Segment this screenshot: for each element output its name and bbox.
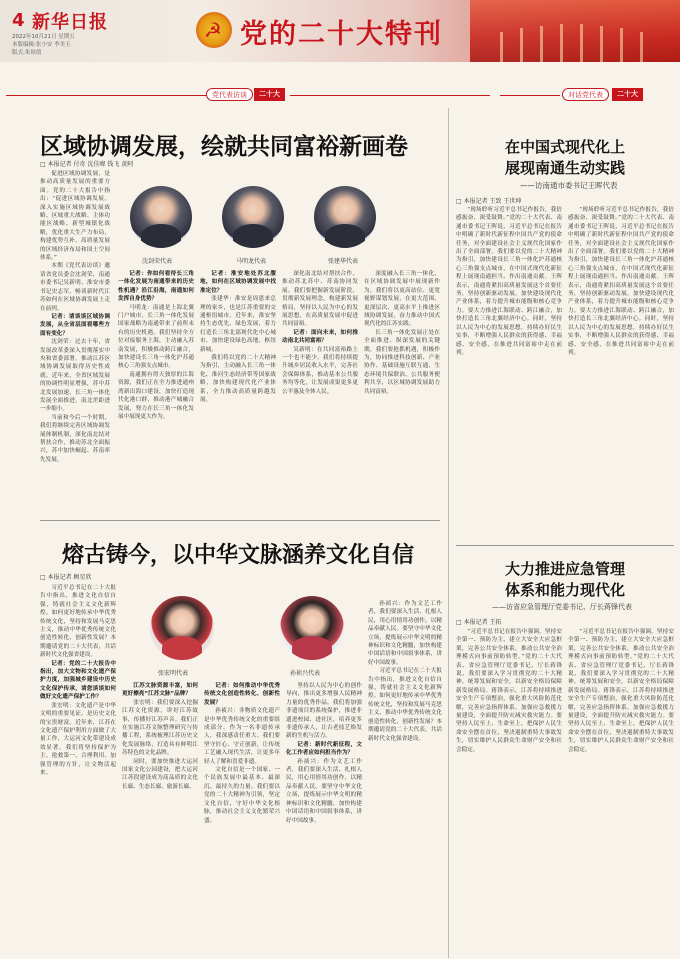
side-separator (456, 545, 674, 546)
article2-headline: 熔古铸今，以中华文脉涵养文化自信 (62, 542, 415, 568)
paper-name: 新华日报 (32, 12, 108, 33)
article1-col5: 深度融入长三角一体化，在区域协调发展中展现新作为。我们将以更高站位、更宽视野谋划发展，在更大范围、更深层次、更高水平上推进区域协调发展，奋力推动中国式现代化的江苏实践。 长三角一体化发展正处在全面推进、纵深发展的关键期，我们要抢抓机遇，积极作为，协同推进科技创新、产业协作、基础设施互联互通、生态环境共保联治、公共服务便利共享，以区域协调发展助力共同富裕。 (364, 271, 440, 395)
side2-headline-line2: 体系和能力现代化 (504, 581, 625, 599)
article1-headline: 区域协调发展，绘就共同富裕新画卷 (40, 133, 408, 160)
portrait-caption-zhang: 张建华代表 (328, 258, 359, 265)
portrait-caption-sun: 孙祯兴代表 (290, 670, 321, 677)
article2-byline: □ 本报记者 顾星欣 (40, 574, 92, 581)
article1-col1: 促进区域协调发展，是推动高质量发展的重要方面。党的二十大报告中指出：“促进区域协调发展。深入实施区域协调发展战略、区域重大战略、主体功能区战略、新型城镇化战略，优化重大生产力布局，构建优势互补、高质量发展的区域经济布局和国土空间体系。” 本期《党代表访谈》邀请省党员委会沈剑荣、南通市委书记吴新明、淮安市委书记史志军，畅谈新时代江苏如何在区域协调发展上走在前列。 记者：请谈谈区域协调发展，从全省层面看哪些方面有变化？ 沈剑荣：过去十年，省发展改革委深入贯彻落实中央和省委部署，推动江苏区域协调发展取得历史性成就。近年来，全省区域发展的协调性明显增强，苏中苏北发展加速，长三角一体化发展全面推进，南北差距进一步缩小。 当前和今后一个时期，我们将继续完善区域协调发展体制机制，深化南北结对帮扶合作，推动苏北全面振兴，苏中加快崛起、苏南率先发展。 (40, 171, 110, 463)
portrait-caption-ma: 马明龙代表 (236, 258, 267, 265)
great-hall-image (470, 0, 680, 62)
article1-byline: □ 本报记者 付奇 沈佳暐 钱飞 黄阿 (40, 161, 134, 168)
side2-headline-line1: 大力推进应急管理 (504, 560, 625, 578)
article2-col5: 孙祯兴：作为文艺工作者，我们要深入生活、扎根人民，用心用情用功创作，以精品奉献人民。要坚守中华文化立场，提炼展示中华文明的精神标识和文化精髓，加快构建中国话语和中国叙事体系，讲好中国故事。 习近平总书记在二十大报告中指出，推进文化自信自强，铸就社会主义文化新辉煌。如何更好地传承中华优秀传统文化，坚持和发展马克思主义，推动中华优秀传统文化创造性转化、创新性发展？本期邀请党的二十大代表，共话新时代文化强省建设。 (368, 601, 442, 742)
issue-meta: 2022年10月21日 星期五 本版编辑:张小安 李美玉 版式:朱琼倩 (12, 34, 75, 56)
portrait-shen (130, 186, 192, 248)
portrait-zhang-hongming (150, 596, 214, 660)
section-badge-right: 二十大 (612, 88, 643, 101)
article-separator (40, 520, 440, 521)
article2-col2: 江苏文脉资源丰富，如何更好擦亮“江苏文脉”品牌？ 张宏明：我们要深入挖掘江苏文化资源，讲好江苏故事，传播好江苏声音。我们正在实施江苏文脉整理研究与传播工程，系统梳理江苏历史文化发展脉络，打造具有鲜明江苏特色的文化品牌。 同时，要加快推进大运河国家文化公园建设，把大运河江苏段建设成为高品质的文化长廊、生态长廊、旅游长廊。 (122, 683, 198, 790)
portrait-zhang (314, 186, 376, 248)
portrait-caption-shen: 沈剑荣代表 (142, 258, 173, 265)
article2-col1: 习近平总书记在二十大报告中指出，推进文化自信自强，铸就社会主义文化新辉煌。如何更好地传承中华优秀传统文化，坚持和发展马克思主义，推动中华优秀传统文化创造性转化、创新性发展？本期邀请党的二十大代表，共话新时代文化强省建设。 记者：党的二十大报告中指出，加大文物和文化遗产保护力度，加强城乡建设中历史文化保护传承，请您谈谈如何做好文化遗产保护工作？ 张宏明：文化遗产是中华文明的重要见证，是历史文化的宝贵财富。近年来，江苏在文化遗产保护利用方面做了大量工作，大运河文化带建设成效显著。我们将坚持保护为主、抢救第一、合理利用、加强管理的方针，让文物活起来。 (40, 585, 116, 776)
side1-headline-line1: 在中国式现代化上 (504, 138, 625, 156)
special-edition-title: 党的二十大特刊 (240, 19, 443, 50)
article2-col4: 坚持以人民为中心的创作导向，推出更多增强人民精神力量的优秀作品。我们将加强非遗项目的系统保护，推进非遗进校园、进社区，培养更多非遗传承人，让古老技艺焕发新的生机与活力。 记者：新时代新征程，文化工作者应如何担当作为？ 孙祯兴：作为文艺工作者，我们要深入生活、扎根人民，用心用情用功创作，以精品奉献人民。要坚守中华文化立场，提炼展示中华文明的精神标识和文化精髓，加快构建中国话语和中国叙事体系，讲好中国故事。 (286, 683, 362, 824)
section-rule-right (500, 95, 560, 96)
section-tag-right: 对话党代表 (562, 88, 609, 101)
side1-byline: □ 本报记者 王致 王世坤 (456, 198, 522, 205)
article1-col3: 记者：淮安地处苏北腹地，如何在区域协调发展中找准定位？ 张建华：淮安是周恩来总理的家乡，也是江苏重要的交通枢纽城市。近年来，淮安坚持生态优先、绿色发展，着力打造长三角北部现代化中心城市，加快建设绿色高地、枢纽新城。 我们将以党的二十大精神为指引，主动融入长三角一体化、淮河生态经济带等国家战略，加快构建现代化产业体系，全力推动高质量跨越发展。 (200, 271, 276, 404)
side2-byline: □ 本报记者 王拓 (456, 619, 502, 626)
section-tag-left: 党代表访谈 (206, 88, 253, 101)
article1-col4: 深化南北结对帮扶合作，推动苏北苏中、苏南协同发展。我们要把握新发展阶段，贯彻新发展理念，构建新发展格局，坚持以人民为中心的发展思想，在高质量发展中促进共同富裕。 记者：面向未来，如何推动南北共同富裕？ 吴新明：在共同富裕路上一个也不能少。我们将持续提升城乡居民收入水平，完善社会保障体系，推动基本公共服务均等化，让发展成果更多更公平惠及全体人民。 (282, 271, 358, 395)
party-emblem-icon: ☭ (196, 12, 232, 48)
masthead-banner (0, 0, 680, 62)
side1-headline-line2: 展现南通生动实践 (504, 159, 625, 177)
article2-col3: 记者：如何推动中华优秀传统文化创造性转化、创新性发展？ 孙祯兴：非物质文化遗产是中华优秀传统文化的重要组成部分。作为一名非遗传承人，我深感责任重大。我们要坚守匠心、守正创新，让传统工艺融入现代生活，让更多年轻人了解和喜爱非遗。 文化自信是一个国家、一个民族发展中最基本、最深沉、最持久的力量。我们要以党的二十大精神为引领，坚定文化自信，守好中华文化根脉，推动社会主义文化繁荣兴盛。 (204, 683, 280, 824)
portrait-ma (222, 186, 284, 248)
section-rule-left (6, 95, 206, 96)
side1-col2: “现场聆听习近平总书记作报告，我倍感振奋、深受鼓舞。”党的二十大代表、南通市委书记王晖说，习近平总书记在报告中明确了新时代新征程中国共产党的使命任务，对全面建设社会主义现代化国家作出了全面部署。我们要以党的二十大精神为指引，加快建设长三角一体化沪苏通核心三角强支点城市，在中国式现代化新征程上展现南通担当、作出南通贡献。王晖表示，南通将紧扣高质量发展这个首要任务，坚持创新驱动发展，加快建设现代化产业体系，着力提升城市能级和核心竞争力。要大力推进江海联动、跨江融合，加快打造长三角北翼经济中心。同时，坚持以人民为中心的发展思想，持续办好民生实事，不断增强人民群众的获得感、幸福感、安全感，在推进共同富裕中走在前列。 (568, 207, 674, 356)
side2-subhead: ——访省应急管理厅党委书记、厅长蒋锋代表 (492, 603, 632, 611)
page-number: 4 (12, 10, 25, 31)
side2-col2: “习近平总书记在报告中强调，坚持安全第一、预防为主，建立大安全大应急框架，完善公共安全体系，推动公共安全治理模式向事前预防转型。”党的二十大代表、省应急管理厅党委书记、厅长蒋锋说，我们要深入学习贯彻党的二十大精神，统筹发展和安全，以新安全格局保障新发展格局。蒋锋表示，江苏将持续推进安全生产专项整治，强化重大风险防范化解，完善应急指挥体系，加强应急救援力量建设，全面提升防灾减灾救灾能力。要坚持人民至上、生命至上，把保护人民生命安全摆在首位，坚决遏制重特大事故发生，切实维护人民群众生命财产安全和社会稳定。 (568, 629, 674, 753)
column-divider (448, 108, 449, 958)
portrait-caption-zhang-hongming: 张宏明代表 (158, 670, 189, 677)
section-badge-left: 二十大 (254, 88, 285, 101)
portrait-sun (280, 596, 344, 660)
article1-col2: 记者：你如何看待长三角一体化发展为南通带来的历史性机遇？沿江沿海，南通如何发挥自身优势？ 马明龙：南通是上海北翼门户城市，长三角一体化发展国家战略为南通带来了前所未有的历史机遇。我们坚持全方位对接服务上海，主动融入苏南发展，积极推动跨江融合，加快建设长三角一体化沪苏通核心三角强支点城市。 南通拥有得天独厚的江海资源，我们正在全力推进通州湾新出海口建设，加快打造现代化港口群，推动港产城融合发展，努力在长三角一体化发展中展现更大作为。 (118, 271, 194, 420)
side1-col1: “现场聆听习近平总书记作报告，我倍感振奋、深受鼓舞。”党的二十大代表、南通市委书记王晖说，习近平总书记在报告中明确了新时代新征程中国共产党的使命任务，对全面建设社会主义现代化国家作出了全面部署。我们要以党的二十大精神为指引，加快建设长三角一体化沪苏通核心三角强支点城市，在中国式现代化新征程上展现南通担当、作出南通贡献。王晖表示，南通将紧扣高质量发展这个首要任务，坚持创新驱动发展，加快建设现代化产业体系，着力提升城市能级和核心竞争力。要大力推进江海联动、跨江融合，加快打造长三角北翼经济中心。同时，坚持以人民为中心的发展思想，持续办好民生实事，不断增强人民群众的获得感、幸福感、安全感，在推进共同富裕中走在前列。 (456, 207, 562, 356)
side2-col1: “习近平总书记在报告中强调，坚持安全第一、预防为主，建立大安全大应急框架，完善公共安全体系，推动公共安全治理模式向事前预防转型。”党的二十大代表、省应急管理厅党委书记、厅长蒋锋说，我们要深入学习贯彻党的二十大精神，统筹发展和安全，以新安全格局保障新发展格局。蒋锋表示，江苏将持续推进安全生产专项整治，强化重大风险防范化解，完善应急指挥体系，加强应急救援力量建设，全面提升防灾减灾救灾能力。要坚持人民至上、生命至上，把保护人民生命安全摆在首位，坚决遏制重特大事故发生，切实维护人民群众生命财产安全和社会稳定。 (456, 629, 562, 753)
side1-subhead: ——访南通市委书记王晖代表 (520, 181, 618, 190)
section-rule-mid (290, 95, 490, 96)
